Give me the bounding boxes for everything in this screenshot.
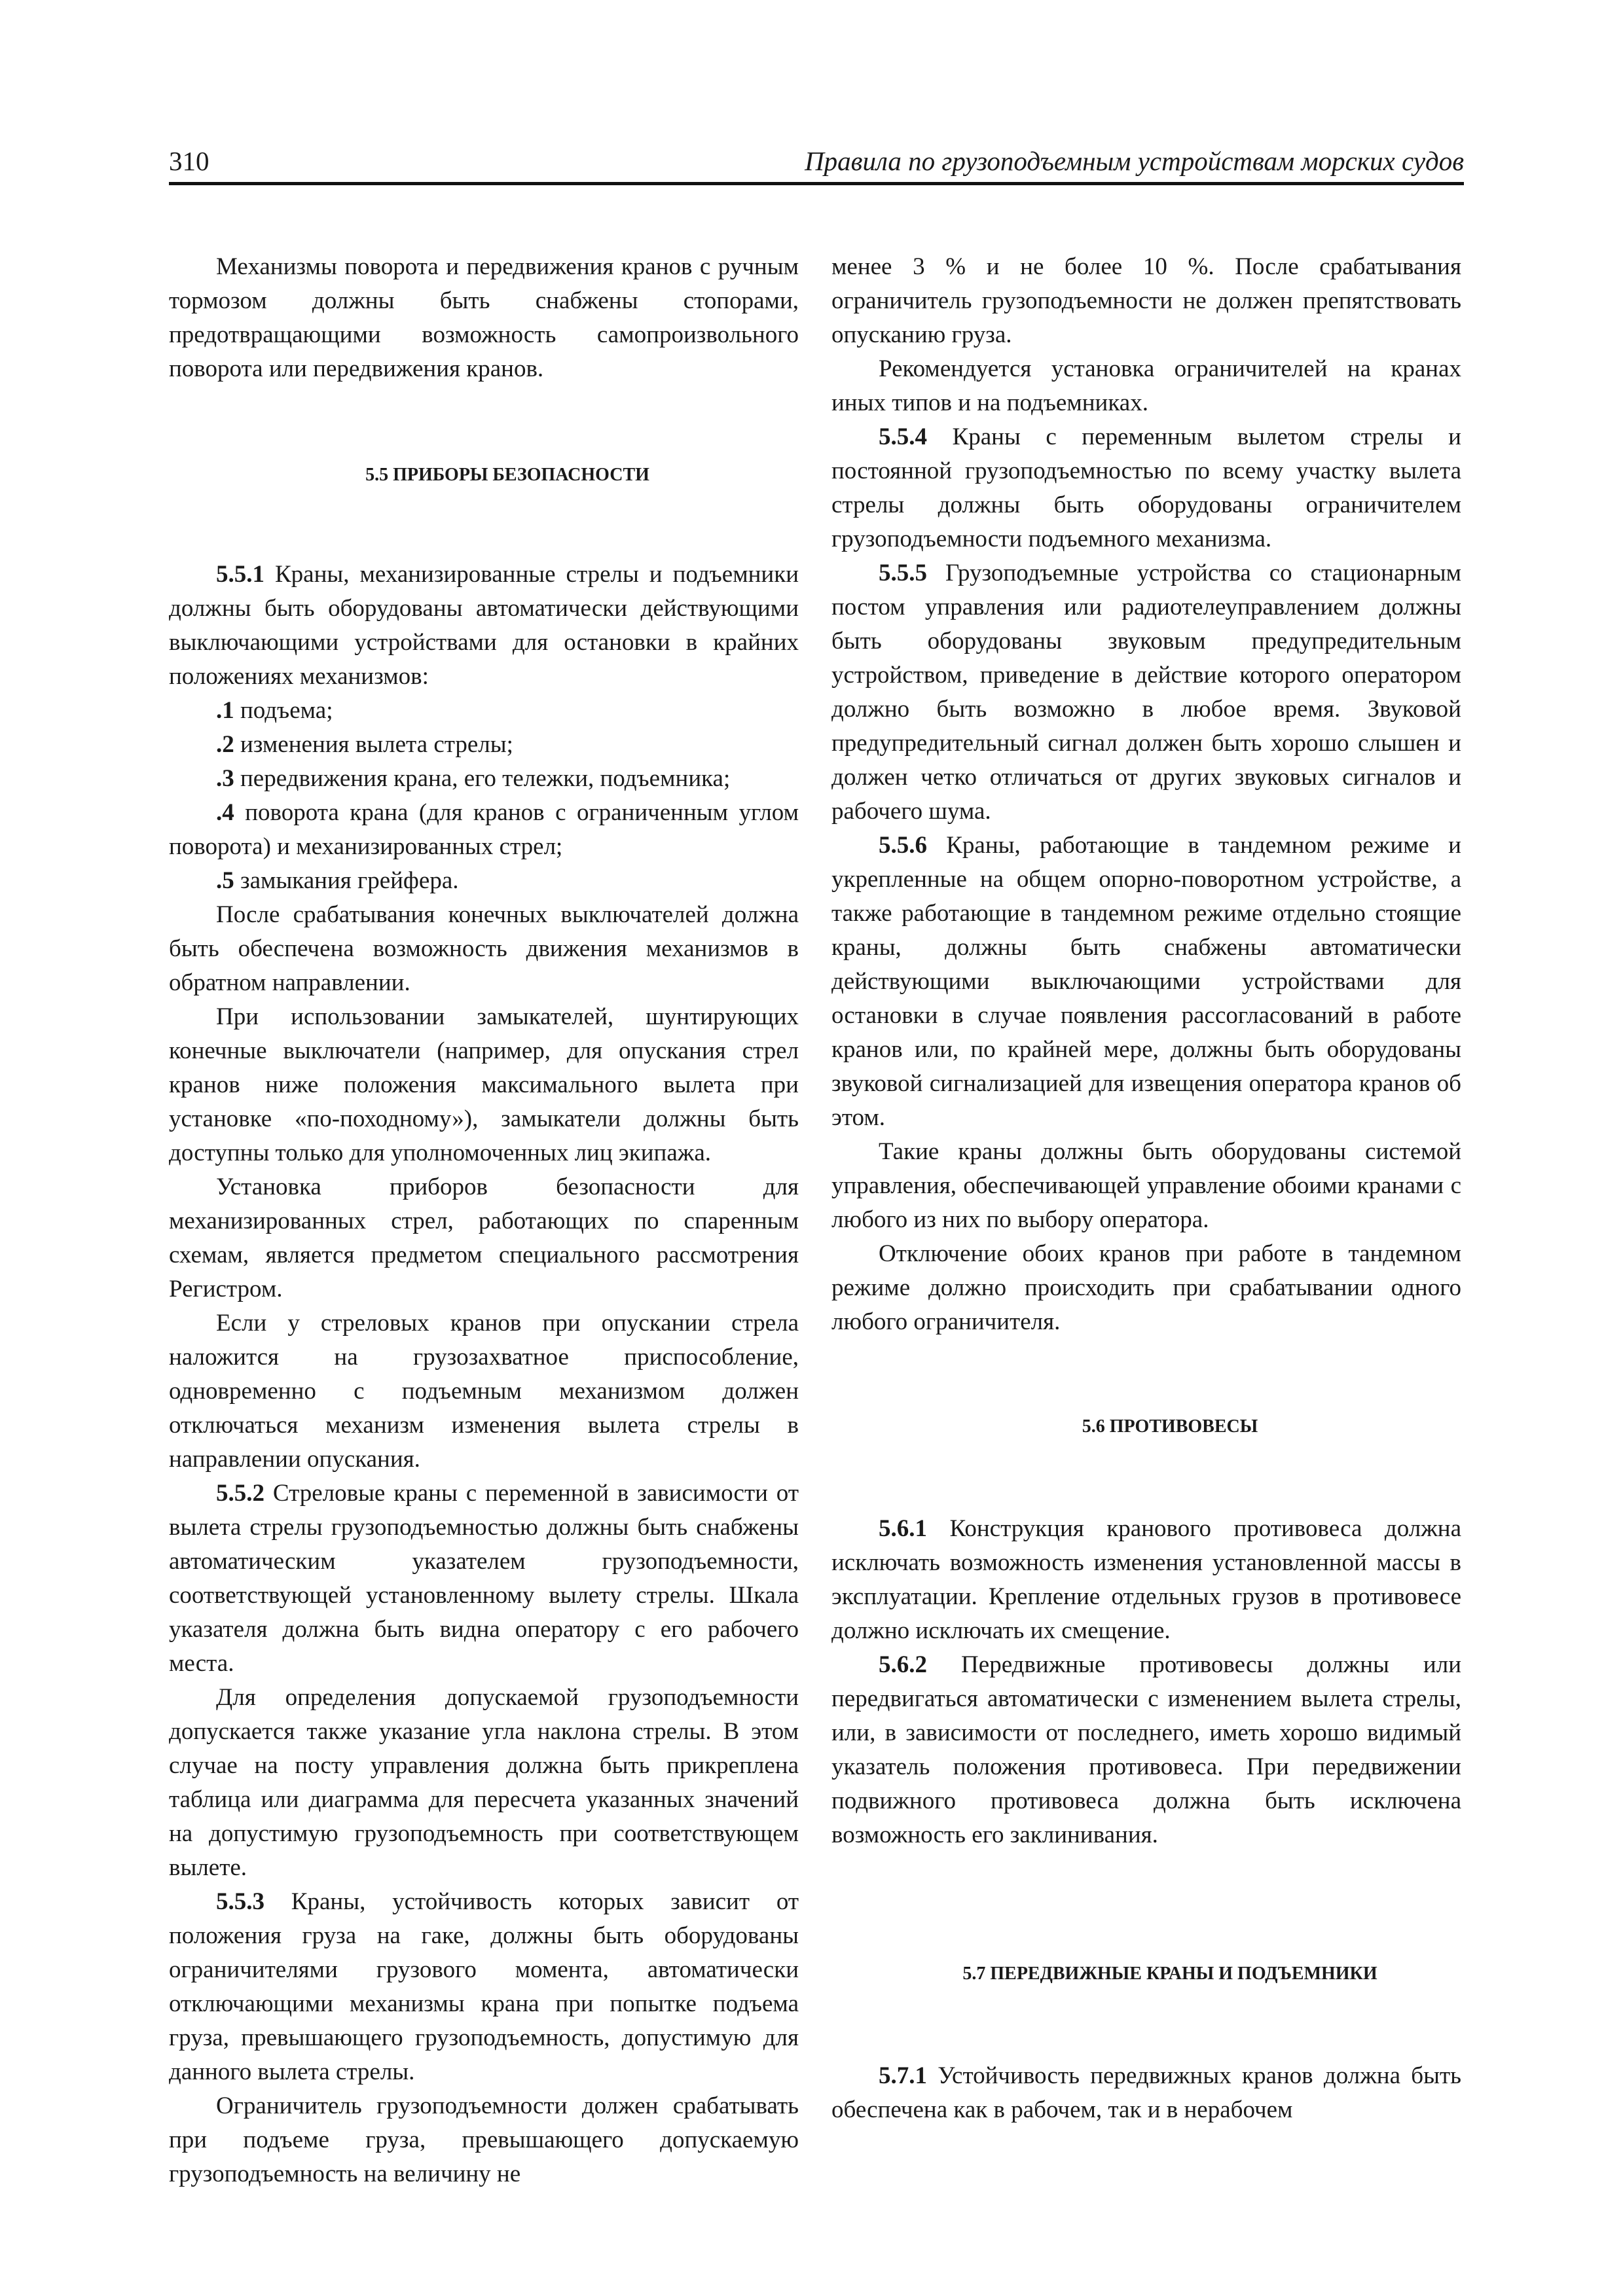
item-text: подъема;: [234, 697, 333, 724]
paragraph-limiter: Ограничитель грузоподъемности должен срабатывать при подъеме груза, превышающего допускаемую грузоподъемность на величину не: [169, 2092, 799, 2187]
clause-number: 5.5.2: [216, 1480, 264, 1507]
paragraph-shunt: При использовании замыкателей, шунтирующих конечные выключатели (например, для опускания стрел кранов ниже положения максимального вылета при установке «по-походному»), замыкатели должны быть доступны только для уполномоченных лиц экипажа.: [169, 1003, 799, 1166]
paragraph-limiter-continued: менее 3 % и не более 10 %. После срабатывания ограничитель грузоподъемности не должен препятствовать опусканию груза.: [831, 253, 1461, 348]
list-item: [169, 796, 799, 864]
page-number: 310: [169, 146, 210, 176]
clause-number: 5.5.5: [879, 560, 927, 586]
item-number: .1: [216, 697, 234, 724]
clause-text: Передвижные противовесы должны или передвигаться автоматически с изменением вылета стрелы, или, в зависимости от последнего, иметь хорошо видимый указатель положения противовеса. При передвижении подвижного противовеса должна быть исключена возможность его заклинивания.: [831, 1651, 1461, 1848]
item-number: .4: [216, 799, 234, 826]
paragraph-recommend: Рекомендуется установка ограничителей на кранах иных типов и на подъемниках.: [831, 355, 1461, 416]
running-title: Правила по грузоподъемным устройствам морских судов: [805, 146, 1464, 176]
list-item: [169, 728, 799, 762]
paragraph-5-5-3: [169, 1885, 799, 2089]
item-number: .3: [216, 765, 234, 792]
section-heading-5-7: 5.7 ПЕРЕДВИЖНЫЕ КРАНЫ И ПОДЪЕМНИКИ: [962, 1964, 1377, 1984]
list-item: [169, 762, 799, 796]
clause-text: Краны с переменным вылетом стрелы и постоянной грузоподъемностью по всему участку вылета стрелы должны быть оборудованы ограничителем грузоподъемности подъемного механизма.: [831, 423, 1461, 552]
list-item: [169, 694, 799, 728]
item-text: поворота крана (для кранов с ограниченным углом поворота) и механизированных стрел;: [169, 799, 799, 860]
clause-text: Грузоподъемные устройства со стационарным постом управления или радиотелеуправлением должны быть оборудованы звуковым предупредительным устройством, приведение в действие которого оператором должно быть возможно в любое время. Звуковой предупредительный сигнал должен быть хорошо слышен и должен четко отличаться от других звуковых сигналов и рабочего шума.: [831, 560, 1461, 825]
section-heading-5-6: 5.6 ПРОТИВОВЕСЫ: [1082, 1416, 1258, 1437]
paragraph-after-limits: После срабатывания конечных выключателей должна быть обеспечена возможность движения механизмов в обратном направлении.: [169, 901, 799, 996]
item-text: замыкания грейфера.: [234, 867, 459, 894]
item-number: .2: [216, 731, 234, 758]
clause-text: Краны, работающие в тандемном режиме и укрепленные на общем опорно-поворотном устройстве, а также работающие в тандемном режиме отдельно стоящие краны, должны быть снабжены автоматически действующими выключающими устройствами для остановки в случае появления рассогласований в работе кранов или, по крайней мере, должны быть оборудованы звуковой сигнализацией для извещения оператора кранов об этом.: [831, 832, 1461, 1131]
item-number: .5: [216, 867, 234, 894]
clause-number: 5.5.1: [216, 561, 264, 588]
paragraph-5-5-1: [169, 558, 799, 694]
paragraph-5-7-1: [831, 2059, 1461, 2127]
clause-text: Устойчивость передвижных кранов должна быть обеспечена как в рабочем, так и в нерабочем: [831, 2062, 1461, 2123]
paragraph-tandem-off: Отключение обоих кранов при работе в тандемном режиме должно происходить при срабатывании одного любого ограничителя.: [831, 1240, 1461, 1335]
paragraph-intro: Механизмы поворота и передвижения кранов с ручным тормозом должны быть снабжены стопорами, предотвращающими возможность самопроизвольного поворота или передвижения кранов.: [169, 253, 799, 382]
clause-number: 5.5.3: [216, 1888, 264, 1915]
page-header: [169, 139, 1464, 185]
clause-text: Краны, устойчивость которых зависит от положения груза на гаке, должны быть оборудованы ограничителями грузового момента, автоматически отключающими механизмы крана при попытке подъема груза, превышающего грузоподъемность, допустимую для данного вылета стрелы.: [169, 1888, 799, 2085]
paragraph-tandem-control: Такие краны должны быть оборудованы системой управления, обеспечивающей управление обоими кранами с любого из них по выбору оператора.: [831, 1138, 1461, 1233]
clause-text: Конструкция кранового противовеса должна исключать возможность изменения установленной массы в эксплуатации. Крепление отдельных грузов в противовесе должно исключать их смещение.: [831, 1515, 1461, 1644]
paragraph-5-5-5: [831, 556, 1461, 829]
paragraph-5-6-2: [831, 1648, 1461, 1852]
paragraph-5-5-6: [831, 829, 1461, 1135]
item-text: изменения вылета стрелы;: [234, 731, 513, 758]
paragraph-5-5-4: [831, 420, 1461, 556]
right-column: [831, 250, 1461, 2127]
clause-number: 5.5.6: [879, 832, 927, 859]
paragraph-5-6-1: [831, 1512, 1461, 1648]
section-heading-5-5: 5.5 ПРИБОРЫ БЕЗОПАСНОСТИ: [365, 465, 649, 485]
paragraph-grab: Если у стреловых кранов при опускании стрела наложится на грузозахватное приспособление, одновременно с подъемным механизмом должен отключаться механизм изменения вылета стрелы в направлении опускания.: [169, 1310, 799, 1473]
list-item: [169, 864, 799, 898]
clause-text: Краны, механизированные стрелы и подъемники должны быть оборудованы автоматически действующими выключающими устройствами для остановки в крайних положениях механизмов:: [169, 561, 799, 690]
paragraph-paired: Установка приборов безопасности для механизированных стрел, работающих по спаренным схемам, является предметом специального рассмотрения Регистром.: [169, 1174, 799, 1302]
clause-number: 5.7.1: [879, 2062, 927, 2089]
clause-number: 5.5.4: [879, 423, 927, 450]
clause-text: Стреловые краны с переменной в зависимости от вылета стрелы грузоподъемностью должны быть снабжены автоматическим указателем грузоподъемности, соответствующей установленному вылету стрелы. Шкала указателя должна быть видна оператору с его рабочего места.: [169, 1480, 799, 1677]
clause-number: 5.6.2: [879, 1651, 927, 1678]
paragraph-angle: Для определения допускаемой грузоподъемности допускается также указание угла наклона стрелы. В этом случае на посту управления должна быть прикреплена таблица или диаграмма для пересчета указанных значений на допустимую грузоподъемность при соответствующем вылете.: [169, 1684, 799, 1881]
clause-number: 5.6.1: [879, 1515, 927, 1542]
paragraph-5-5-2: [169, 1477, 799, 1681]
left-column: [169, 250, 799, 2191]
item-text: передвижения крана, его тележки, подъемника;: [234, 765, 731, 792]
